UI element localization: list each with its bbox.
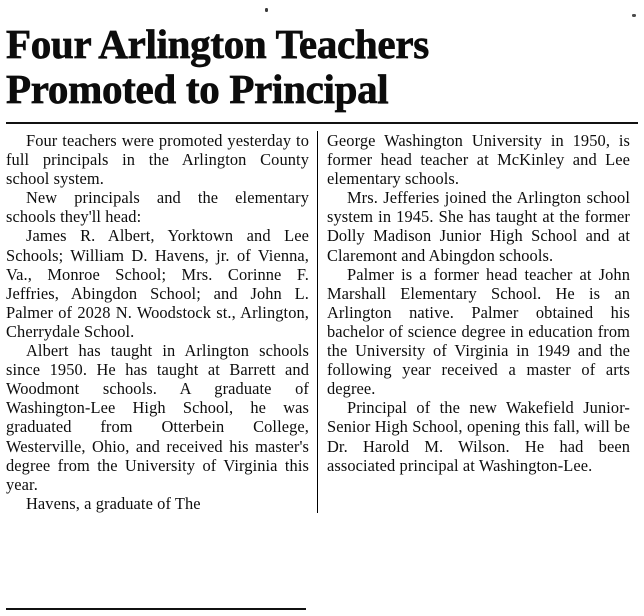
headline-line-2: Promoted to Principal	[6, 66, 389, 112]
article-body	[0, 124, 644, 513]
page-title	[0, 0, 644, 112]
paragraph: Principal of the new Wakefield Junior-Senior High School, opening this fall, will be Dr. Harold M. Wilson. He had been associated principal at Washington-Lee.	[327, 398, 630, 475]
column-right	[318, 131, 630, 513]
scan-speck-icon	[632, 14, 636, 17]
paragraph: Havens, a graduate of The	[26, 493, 201, 513]
paragraph: James R. Albert, Yorktown and Lee Schools; William D. Havens, jr. of Vienna, Va., Monroe School; Mrs. Corinne F. Jeffries, Abingdon School; and John L. Palmer of 2028 N. Woodstock st., Arlington, Cherrydale School.	[6, 226, 309, 341]
paragraph: New principals and the elementary schools they'll head:	[6, 188, 309, 227]
column-left	[6, 131, 318, 513]
headline-line-1: Four Arlington Teachers	[6, 21, 429, 67]
paragraph: Four teachers were promoted yesterday to full principals in the Arlington County school system.	[6, 131, 309, 189]
paragraph: Albert has taught in Arlington schools since 1950. He has taught at Barrett and Woodmont schools. A graduate of Washington-Lee High School, he was graduated from Otterbein College, Westerville, Ohio, and received his master's degree from the University of Virginia this year.	[6, 341, 309, 494]
scan-speck-icon	[265, 8, 268, 12]
paragraph: George Washington University in 1950, is former head teacher at McKinley and Lee elementary schools.	[327, 131, 630, 189]
paragraph: Mrs. Jefferies joined the Arlington school system in 1945. She has taught at the former Dolly Madison Junior High School and at Claremont and Abingdon schools.	[327, 188, 630, 265]
paragraph: Palmer is a former head teacher at John Marshall Elementary School. He is an Arlington native. Palmer obtained his bachelor of science degree in education from the University of Virginia in 1949 and the following year received a master of arts degree.	[327, 264, 630, 399]
footer-divider	[6, 608, 306, 610]
